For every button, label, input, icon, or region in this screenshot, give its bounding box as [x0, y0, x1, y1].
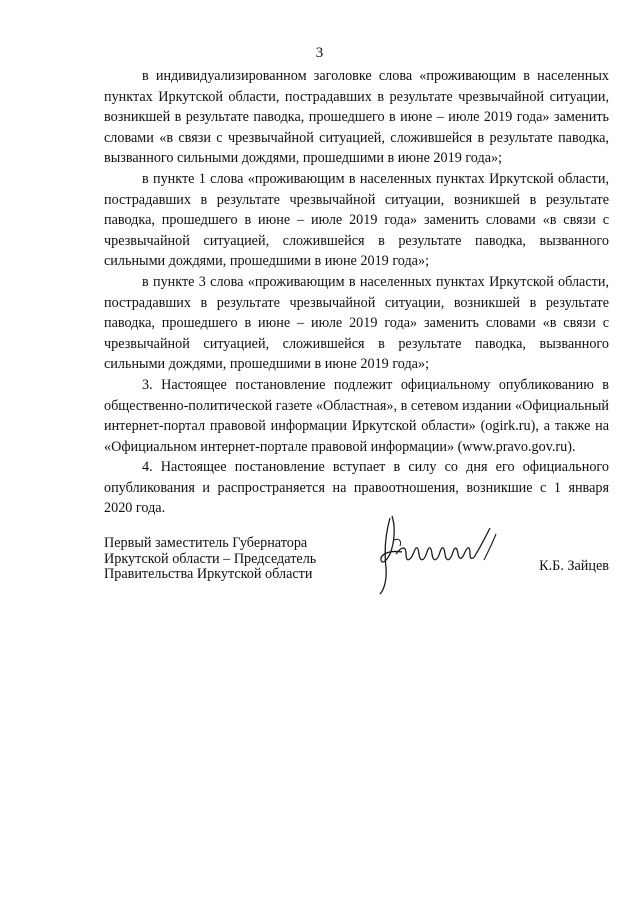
- signer-title: [104, 536, 364, 583]
- signer-title-line: Иркутской области – Председатель: [104, 550, 317, 567]
- signature-block: [104, 536, 609, 606]
- page-number: 3: [315, 45, 324, 61]
- paragraph-point-1-amendment: в пункте 1 слова «проживающим в населенных пунктах Иркутской области, пострадавших в результате чрезвычайной ситуации, возникшей в результате паводка, прошедшего в июне – июле 2019 года» заменить словами «в связи с чрезвычайной ситуацией, сложившейся в результате паводка, вызванного сильными дождями, прошедшими в июне 2019 года»;: [104, 170, 609, 270]
- paragraph-heading-amendment: в индивидуализированном заголовке слова «проживающим в населенных пунктах Иркутской области, пострадавших в результате чрезвычайной ситуации, возникшей в результате паводка, прошедшего в июне – июле 2019 года» заменить словами «в связи с чрезвычайной ситуацией, сложившейся в результате паводка, вызванного сильными дождями, прошедшими в июне 2019 года»;: [104, 68, 609, 167]
- handwritten-signature: [372, 510, 522, 600]
- document-body: [104, 66, 609, 519]
- paragraph-publication: 3. Настоящее постановление подлежит официальному опубликованию в общественно-политической газете «Областная», в сетевом издании «Официальный интернет-портал правовой информации Иркутской области» (ogirk.ru), а также на «Официальном интернет-портале правовой информации» (www.pravo.gov.ru).: [104, 376, 609, 455]
- signer-name: К.Б. Зайцев: [539, 558, 609, 574]
- signer-title-line: Правительства Иркутской области: [104, 566, 313, 582]
- paragraph-effective-date: 4. Настоящее постановление вступает в силу со дня его официального опубликования и распространяется на правоотношения, возникшие с 1 января 2020 года.: [104, 459, 609, 517]
- signer-title-line: Первый заместитель Губернатора: [104, 535, 308, 551]
- paragraph-point-3-amendment: в пункте 3 слова «проживающим в населенных пунктах Иркутской области, пострадавших в результате чрезвычайной ситуации, возникшей в результате паводка, прошедшего в июне – июле 2019 года» заменить словами «в связи с чрезвычайной ситуацией, сложившейся в результате паводка, вызванного сильными дождями, прошедшими в июне 2019 года»;: [104, 273, 609, 373]
